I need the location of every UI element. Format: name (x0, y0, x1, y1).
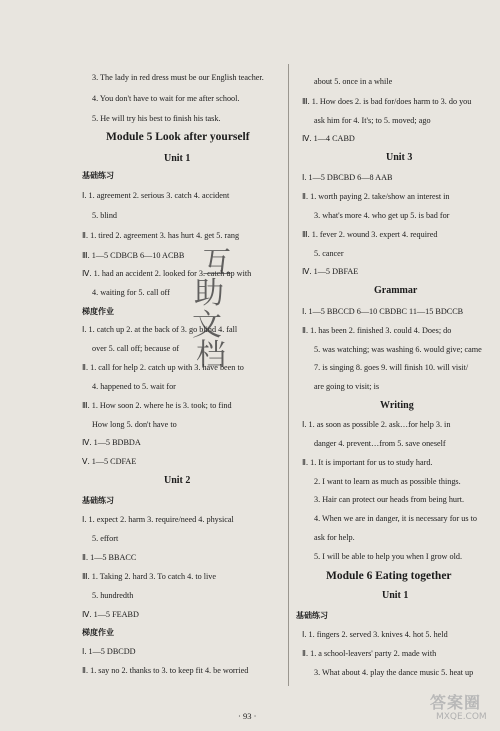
answer-line: Ⅰ. 1. fingers 2. served 3. knives 4. hot 5. held (302, 630, 448, 639)
answer-line: Ⅱ. 1. worth paying 2. take/show an interest in (302, 192, 450, 201)
page-number: · 93 · (238, 711, 257, 721)
unit3-title: Unit 3 (386, 152, 413, 163)
answer-line: Ⅱ. 1—5 BBACC (82, 553, 137, 562)
answer-line: 7. is singing 8. goes 9. will finish 10. will visit/ (314, 363, 469, 372)
answer-line: Ⅰ. 1—5 BBCCD 6—10 CBDBC 11—15 BDCCB (302, 307, 464, 316)
answer-line: Ⅳ. 1—5 DBFAE (302, 267, 359, 276)
answer-line: Ⅲ. 1. How soon 2. where he is 3. took; to find (82, 401, 232, 410)
section-label-ladder: 梯度作业 (82, 628, 114, 637)
answer-line: ask him for 4. It's; to 5. moved; ago (314, 116, 431, 125)
answer-line: Ⅲ. 1. fever 2. wound 3. expert 4. required (302, 230, 438, 239)
answer-line: 4. When we are in danger, it is necessary for us to (314, 514, 477, 523)
answer-line: Ⅱ. 1. tired 2. agreement 3. has hurt 4. get 5. rang (82, 231, 240, 240)
answer-line: How long 5. don't have to (92, 420, 177, 429)
answer-line: 5. was watching; was washing 6. would give; came (314, 345, 482, 354)
answer-line: Ⅲ. 1—5 CDBCB 6—10 ACBB (82, 251, 185, 260)
answer-line: Ⅳ. 1—5 BDBDA (82, 438, 141, 447)
unit2-title: Unit 2 (164, 475, 191, 486)
answer-line: Ⅲ. 1. Taking 2. hard 3. To catch 4. to live (82, 572, 217, 581)
answer-line: 3. What about 4. play the dance music 5. heat up (314, 668, 474, 677)
section-label-ladder: 梯度作业 (82, 307, 114, 316)
answer-line: 4. You don't have to wait for me after school. (92, 94, 240, 103)
section-label-basic: 基础练习 (296, 611, 328, 620)
answer-line: 5. cancer (314, 249, 344, 258)
answer-line: Ⅰ. 1. catch up 2. at the back of 3. go blind 4. fall (82, 325, 238, 334)
answer-line: Ⅰ. 1—5 DBCBD 6—8 AAB (302, 173, 393, 182)
answer-line: are going to visit; is (314, 382, 380, 391)
answer-line: 3. The lady in red dress must be our English teacher. (92, 73, 264, 82)
unit1-title: Unit 1 (164, 153, 191, 164)
watermark-char: 档 (196, 338, 226, 373)
answer-line: Ⅰ. 1—5 DBCDD (82, 647, 136, 656)
answer-line: Ⅳ. 1. had an accident 2. looked for 3. catch up with (82, 269, 252, 278)
answer-line: 5. blind (92, 211, 118, 220)
answer-line: 5. I will be able to help you when I grow old. (314, 552, 463, 561)
module5-title: Module 5 Look after yourself (106, 131, 250, 143)
grammar-title: Grammar (374, 285, 418, 296)
answer-line: 4. happened to 5. wait for (92, 382, 176, 391)
answer-line: Ⅱ. 1. has been 2. finished 3. could 4. Does; do (302, 326, 452, 335)
answer-line: over 5. call off; because of (92, 344, 180, 353)
answer-line: Ⅳ. 1—4 CABD (302, 134, 355, 143)
answer-line: Ⅱ. 1. It is important for us to study hard. (302, 458, 433, 467)
watermark-char: 互 (202, 246, 232, 281)
answer-line: Ⅰ. 1. agreement 2. serious 3. catch 4. accident (82, 191, 230, 200)
answer-line: 5. effort (92, 534, 119, 543)
writing-title: Writing (380, 400, 414, 411)
answer-line: danger 4. prevent…from 5. save oneself (314, 439, 446, 448)
answer-line: Ⅱ. 1. call for help 2. catch up with 3. have been to (82, 363, 244, 372)
watermark-char: 文 (192, 308, 222, 343)
answer-line: 4. waiting for 5. call off (92, 288, 170, 297)
logo-text: 答案圈 (430, 693, 482, 712)
answer-line: about 5. once in a while (314, 77, 393, 86)
answer-line: Ⅰ. 1. as soon as possible 2. ask…for help 3. in (302, 420, 451, 429)
answer-line: Ⅱ. 1. a school-leavers' party 2. made with (302, 649, 437, 658)
answer-line: ask for help. (314, 533, 355, 542)
answer-line: Ⅴ. 1—5 CDFAE (82, 457, 137, 466)
answer-line: 3. what's more 4. who get up 5. is bad for (314, 211, 450, 220)
answer-line: Ⅱ. 1. say no 2. thanks to 3. to keep fit 4. be worried (82, 666, 249, 675)
answer-line: Ⅰ. 1. expect 2. harm 3. require/need 4. physical (82, 515, 234, 524)
section-label-basic: 基础练习 (82, 171, 114, 180)
answer-line: Ⅲ. 1. How does 2. is bad for/does harm to 3. do you (302, 97, 472, 106)
logo-subtext: MXQE.COM (436, 712, 487, 722)
column-divider (288, 64, 289, 686)
answer-line: 3. Hair can protect our heads from being hurt. (314, 495, 465, 504)
answer-line: 2. I want to learn as much as possible things. (314, 477, 461, 486)
site-logo (430, 690, 496, 728)
watermark-char: 助 (194, 276, 224, 311)
handwritten-watermark (168, 238, 238, 373)
answer-line: 5. hundredth (92, 591, 134, 600)
module6-title: Module 6 Eating together (326, 570, 452, 582)
unit1-title: Unit 1 (382, 590, 409, 601)
section-label-basic: 基础练习 (82, 496, 114, 505)
answer-line: Ⅳ. 1—5 FEABD (82, 610, 139, 619)
answer-line: 5. He will try his best to finish his task. (92, 114, 221, 123)
